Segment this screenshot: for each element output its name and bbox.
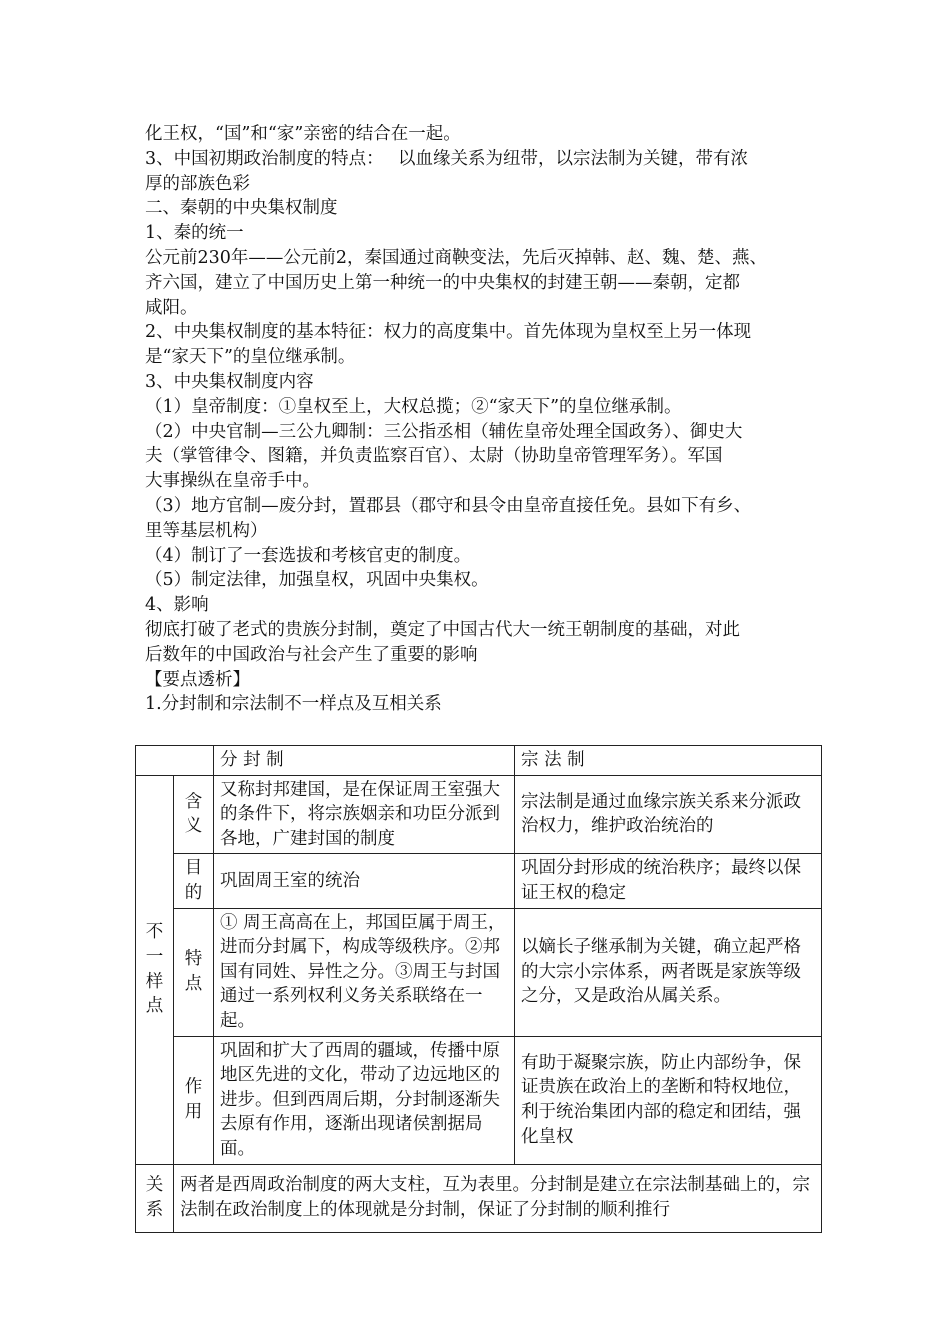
text-line: 厚的部族色彩 <box>145 173 250 194</box>
text-line: 咸阳。 <box>145 297 198 318</box>
table-header-row <box>136 746 822 776</box>
text-line: （2）中央官制—三公九卿制：三公指丞相（辅佐皇帝处理全国政务）、御史大 <box>145 421 743 442</box>
group-label-differences: 不一样点 <box>136 775 174 1164</box>
cell-zongfa: 宗法制是通过血缘宗族关系来分派政治权力，维护政治统治的 <box>515 775 822 854</box>
text-line: 大事操纵在皇帝手中。 <box>145 471 320 492</box>
row-label: 目的 <box>174 854 214 908</box>
table-caption: 1.分封制和宗法制不一样点及互相关系 <box>145 694 442 715</box>
subsection-heading: 1、秦的统一 <box>145 223 244 244</box>
text-line: 2、中央集权制度的基本特征：权力的高度集中。首先体现为皇权至上另一体现 <box>145 322 752 343</box>
cell-zongfa: 巩固分封形成的统治秩序；最终以保证王权的稳定 <box>515 854 822 908</box>
table-row <box>136 854 822 908</box>
subsection-heading: 4、影响 <box>145 595 209 616</box>
cell-fenfeng: 巩固和扩大了西周的疆域，传播中原地区先进的文化，带动了边远地区的进步。但到西周后期，分封制逐渐失去原有作用，逐渐出现诸侯割据局面。 <box>214 1036 515 1164</box>
text-line: 彻底打破了老式的贵族分封制，奠定了中国古代大一统王朝制度的基础，对此 <box>145 619 740 640</box>
relation-text: 两者是西周政治制度的两大支柱，互为表里。分封制是建立在宗法制基础上的，宗法制在政治制度上的体现就是分封制，保证了分封制的顺利推行 <box>174 1164 822 1232</box>
table-row <box>136 1036 822 1164</box>
header-fenfeng: 分 封 制 <box>214 746 515 776</box>
text-line: 齐六国，建立了中国历史上第一种统一的中央集权的封建王朝——秦朝，定都 <box>145 272 740 293</box>
row-label: 作用 <box>174 1036 214 1164</box>
document-body <box>145 122 825 717</box>
text-line: 里等基层机构） <box>145 520 268 541</box>
section-heading: 二、秦朝的中央集权制度 <box>145 198 338 219</box>
text-line: （1）皇帝制度：①皇权至上，大权总揽；②“家天下”的皇位继承制。 <box>145 396 682 417</box>
text-line: 夫（掌管律令、图籍，并负责监察百官）、太尉（协助皇帝管理军务）。军国 <box>145 446 723 467</box>
table-row <box>136 908 822 1036</box>
text-line: 化王权，“国”和“家”亲密的结合在一起。 <box>145 124 461 144</box>
text-line: （5）制定法律，加强皇权，巩固中央集权。 <box>145 570 489 591</box>
header-zongfa: 宗 法 制 <box>515 746 822 776</box>
text-line: 是“家天下”的皇位继承制。 <box>145 347 356 368</box>
cell-fenfeng: ① 周王高高在上，邦国臣属于周王，进而分封属下，构成等级秩序。②邦国有同姓、异性之分。③周王与封国通过一系列权利义务关系联络在一起。 <box>214 908 515 1036</box>
header-empty-cell <box>136 746 214 776</box>
table-row <box>136 775 822 854</box>
cell-zongfa: 有助于凝聚宗族，防止内部纷争，保证贵族在政治上的垄断和特权地位，利于统治集团内部的稳定和团结，强化皇权 <box>515 1036 822 1164</box>
cell-fenfeng: 又称封邦建国，是在保证周王室强大的条件下，将宗族姻亲和功臣分派到各地，广建封国的制度 <box>214 775 515 854</box>
row-label: 含义 <box>174 775 214 854</box>
subsection-heading: 3、中央集权制度内容 <box>145 371 314 392</box>
cell-fenfeng: 巩固周王室的统治 <box>214 854 515 908</box>
section-heading: 【要点透析】 <box>145 669 250 690</box>
table-row-relation <box>136 1164 822 1232</box>
text-line: 后数年的中国政治与社会产生了重要的影响 <box>145 644 478 665</box>
text-line: （4）制订了一套选拔和考核官吏的制度。 <box>145 545 472 566</box>
text-line: 公元前230年——公元前2，秦国通过商鞅变法，先后灭掉韩、赵、魏、楚、燕、 <box>145 247 768 268</box>
text-line: （3）地方官制—废分封，置郡县（郡守和县令由皇帝直接任免。县如下有乡、 <box>145 495 752 516</box>
cell-zongfa: 以嫡长子继承制为关键，确立起严格的大宗小宗体系，两者既是家族等级之分，又是政治从属关系。 <box>515 908 822 1036</box>
relation-label: 关系 <box>136 1164 174 1232</box>
comparison-table <box>135 745 822 1233</box>
row-label: 特点 <box>174 908 214 1036</box>
text-line: 3、中国初期政治制度的特点： 以血缘关系为纽带，以宗法制为关键，带有浓 <box>145 148 748 169</box>
